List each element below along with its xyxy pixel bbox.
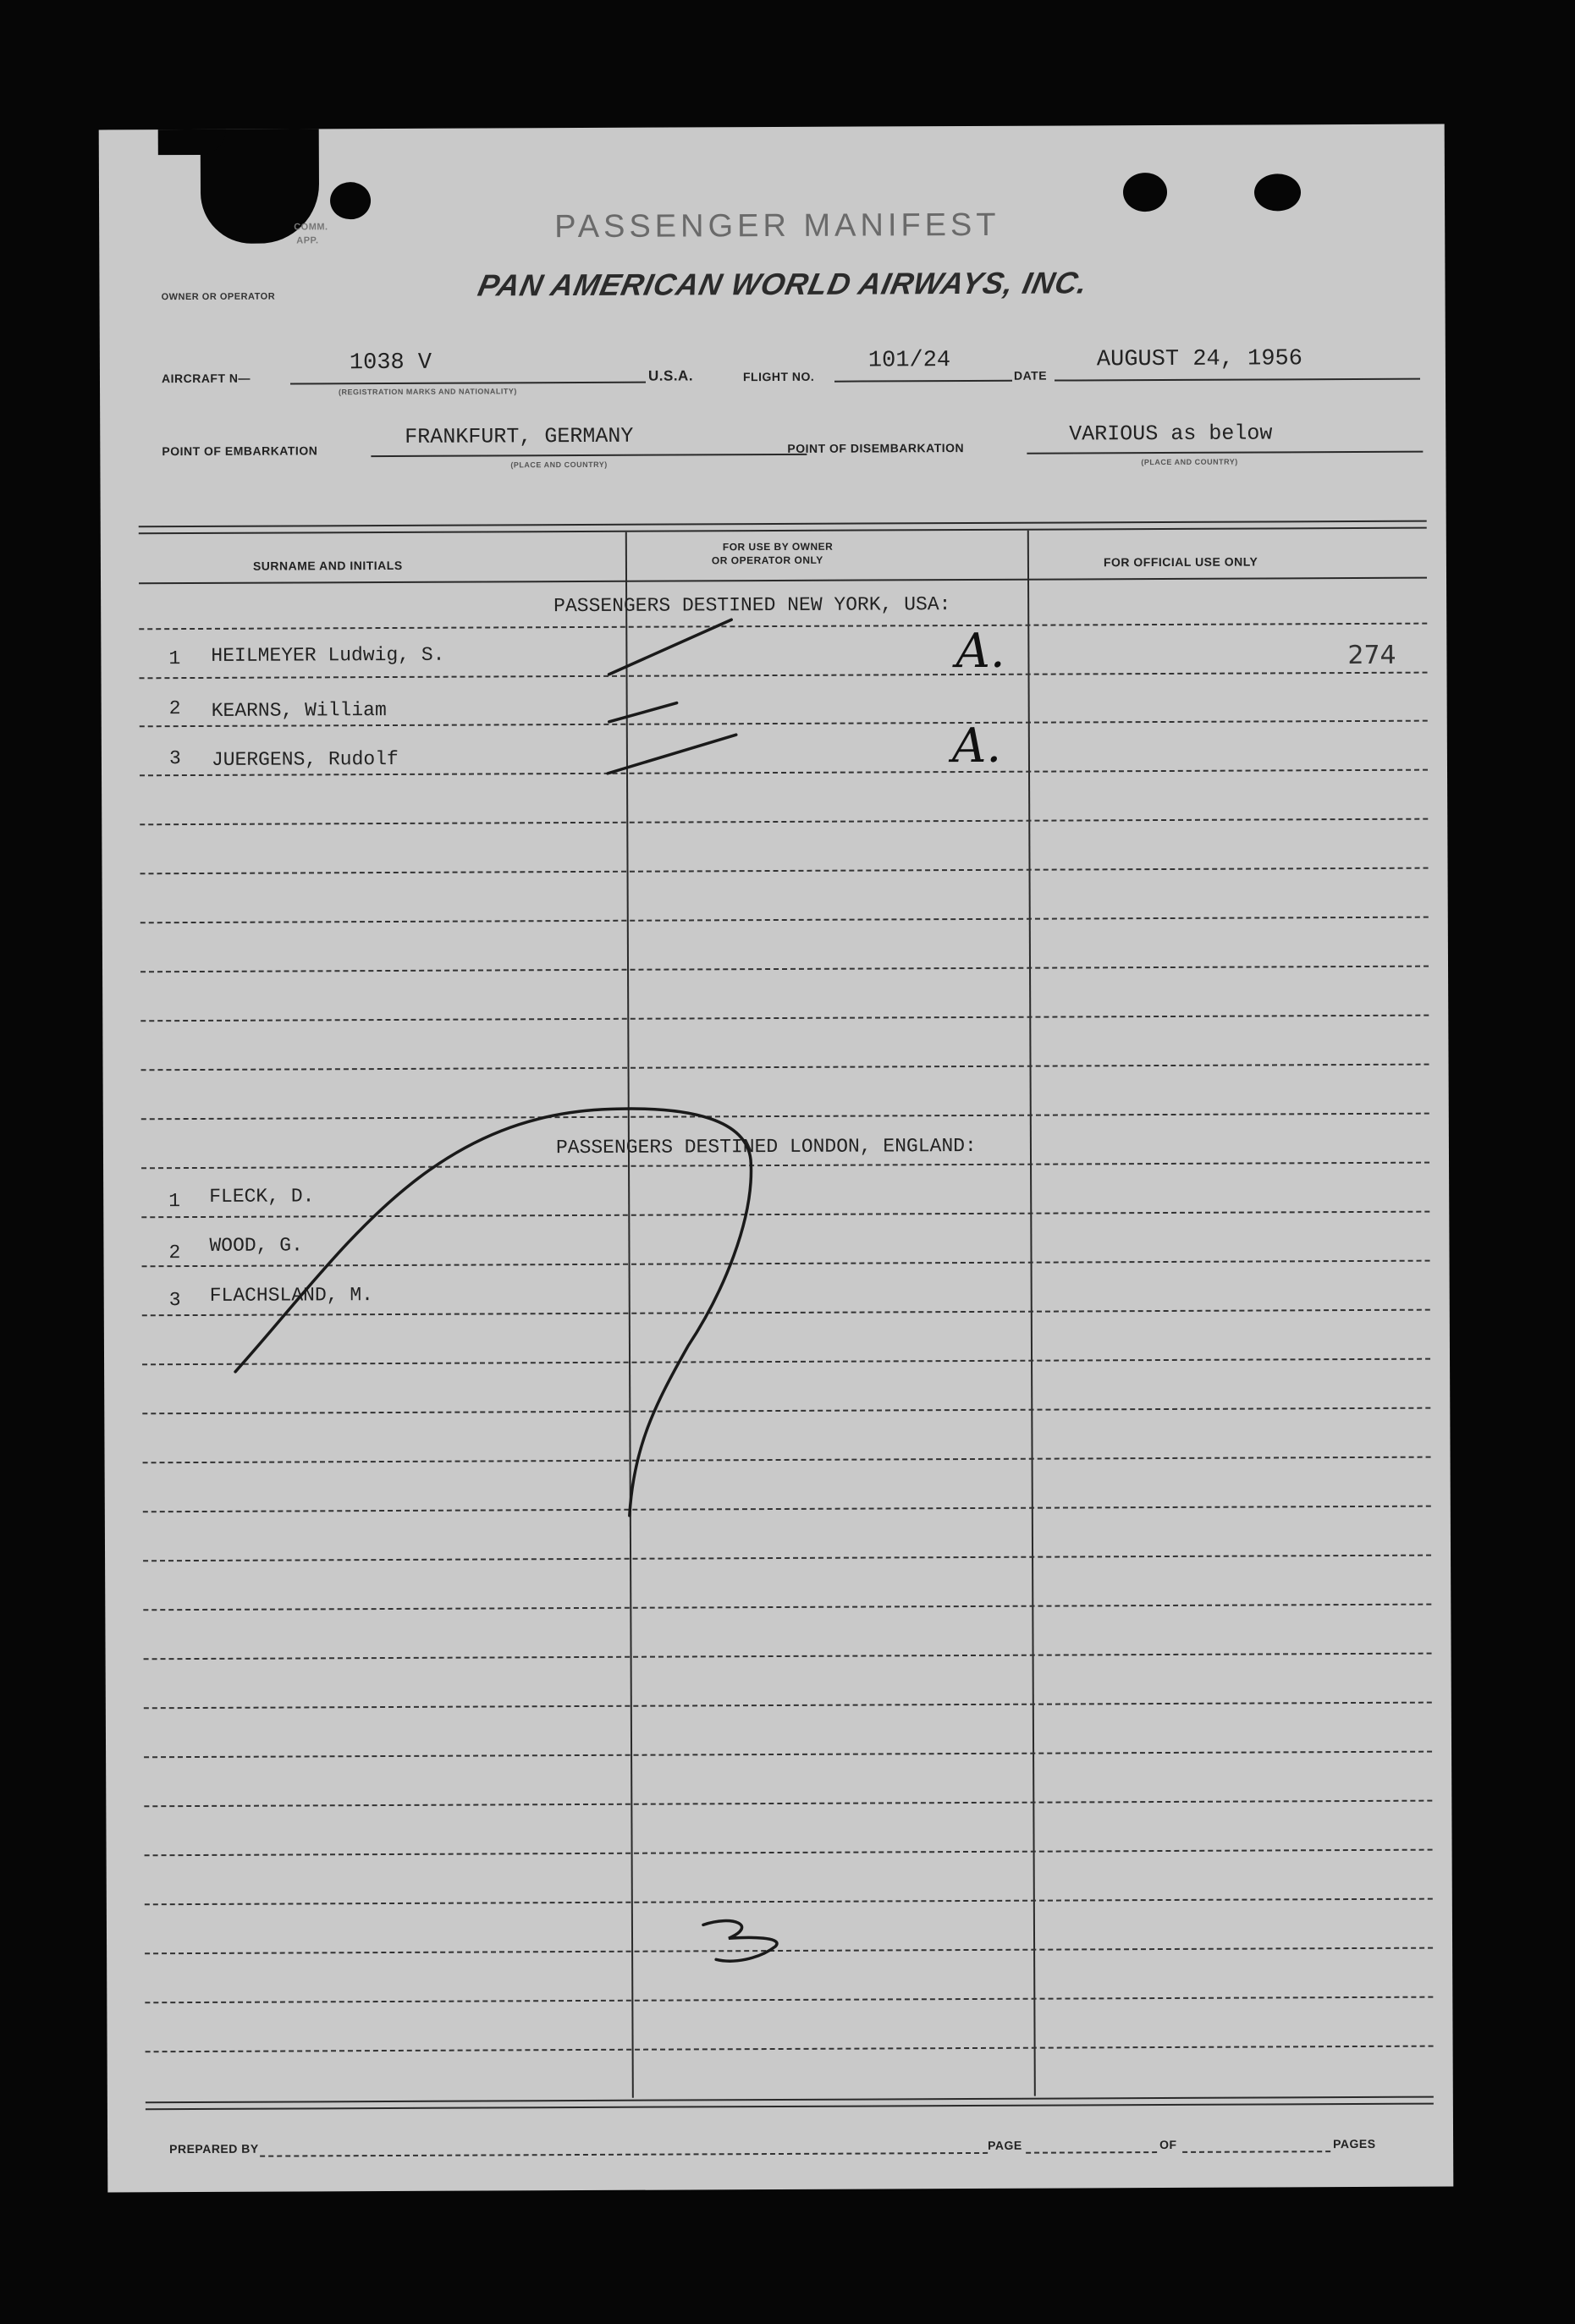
passenger-number: 3	[168, 747, 181, 770]
check-stroke	[609, 620, 731, 675]
group-heading: PASSENGERS DESTINED LONDON, ENGLAND:	[555, 1134, 977, 1159]
usa-label: U.S.A.	[647, 367, 694, 384]
embarkation-caption: (PLACE AND COUNTRY)	[510, 460, 608, 470]
official-number: 274	[1347, 640, 1396, 671]
passenger-number: 2	[168, 1242, 181, 1264]
embarkation-value: FRANKFURT, GERMANY	[405, 423, 634, 449]
large-7-stroke	[234, 1108, 753, 1517]
disembarkation-value: VARIOUS as below	[1069, 421, 1273, 447]
col-header-owner-1: FOR USE BY OWNER	[722, 540, 834, 553]
passenger-name: FLECK, D.	[209, 1185, 315, 1208]
handwriting-strokes	[99, 124, 1454, 2193]
passenger-name: FLACHSLAND, M.	[209, 1284, 373, 1307]
page-label: PAGE	[988, 2138, 1022, 2152]
group-heading: PASSENGERS DESTINED NEW YORK, USA:	[553, 593, 951, 618]
flight-value: 101/24	[867, 348, 951, 374]
passenger-name: HEILMEYER Ludwig, S.	[211, 643, 445, 667]
of-label: OF	[1159, 2137, 1177, 2152]
passenger-name: WOOD, G.	[209, 1234, 303, 1257]
passenger-number: 2	[168, 697, 181, 720]
corner-stamp: APP.	[296, 235, 319, 246]
col-header-surname: SURNAME AND INITIALS	[252, 558, 403, 573]
owner-label: OWNER OR OPERATOR	[161, 291, 276, 303]
handwritten-mark: A.	[951, 718, 1002, 774]
date-label: DATE	[1013, 368, 1048, 383]
check-stroke	[609, 703, 677, 722]
passenger-number: 1	[168, 1190, 181, 1213]
aircraft-label: AIRCRAFT N—	[161, 371, 251, 386]
disembarkation-caption: (PLACE AND COUNTRY)	[1141, 457, 1238, 467]
col-header-owner-2: OR OPERATOR ONLY	[711, 553, 823, 567]
handwritten-mark: A.	[955, 623, 1005, 680]
passenger-name: JUERGENS, Rudolf	[211, 747, 399, 771]
aircraft-value: 1038 V	[349, 350, 432, 377]
col-header-official: FOR OFFICIAL USE ONLY	[1103, 554, 1258, 570]
passenger-number: 1	[168, 647, 181, 670]
initials-stroke	[703, 1920, 777, 1961]
manifest-page	[99, 124, 1454, 2193]
passenger-number: 3	[168, 1289, 181, 1312]
disembarkation-label: POINT OF DISEMBARKATION	[787, 441, 965, 455]
date-value: AUGUST 24, 1956	[1096, 346, 1302, 373]
corner-stamp: COMM.	[294, 222, 328, 233]
passenger-name: KEARNS, William	[211, 699, 387, 722]
prepared-by-label: PREPARED BY	[169, 2141, 259, 2156]
form-title: PASSENGER MANIFEST	[554, 207, 1000, 245]
pages-label: PAGES	[1333, 2136, 1376, 2151]
embarkation-label: POINT OF EMBARKATION	[162, 443, 318, 459]
check-stroke	[608, 735, 736, 774]
aircraft-caption: (REGISTRATION MARKS AND NATIONALITY)	[339, 387, 517, 397]
airline-name: PAN AMERICAN WORLD AIRWAYS, INC.	[475, 265, 1092, 303]
flight-label: FLIGHT NO.	[742, 369, 815, 384]
